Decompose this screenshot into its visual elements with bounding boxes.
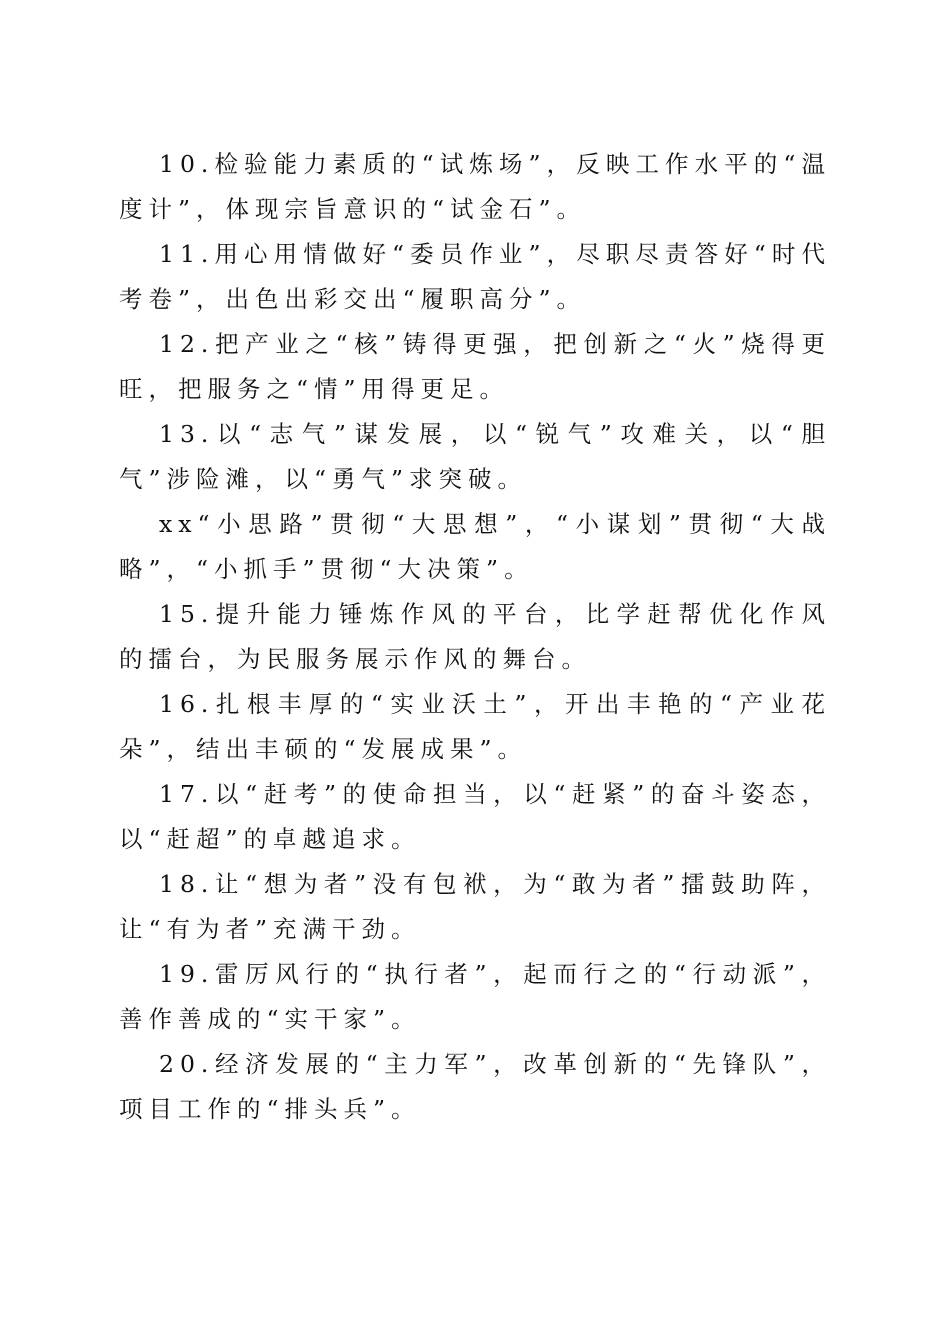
paragraph-17: 17.以“赶考”的使命担当，以“赶紧”的奋斗姿态，以“赶超”的卓越追求。 (119, 780, 831, 853)
paragraph-10: 10.检验能力素质的“试炼场”，反映工作水平的“温度计”，体现宗旨意识的“试金石”。 (119, 150, 831, 223)
paragraph-xx: xx“小思路”贯彻“大思想”，“小谋划”贯彻“大战略”，“小抓手”贯彻“大决策”。 (119, 510, 831, 583)
paragraph-12: 12.把产业之“核”铸得更强，把创新之“火”烧得更旺，把服务之“情”用得更足。 (119, 330, 831, 403)
document-body (119, 142, 831, 1132)
paragraph-11: 11.用心用情做好“委员作业”，尽职尽责答好“时代考卷”，出色出彩交出“履职高分”。 (119, 240, 831, 313)
paragraph-18: 18.让“想为者”没有包袱，为“敢为者”擂鼓助阵，让“有为者”充满干劲。 (119, 870, 831, 943)
paragraph-13: 13.以“志气”谋发展，以“锐气”攻难关，以“胆气”涉险滩，以“勇气”求突破。 (119, 420, 831, 493)
paragraph-15: 15.提升能力锤炼作风的平台，比学赶帮优化作风的擂台，为民服务展示作风的舞台。 (119, 600, 831, 673)
paragraph-16: 16.扎根丰厚的“实业沃土”，开出丰艳的“产业花朵”，结出丰硕的“发展成果”。 (119, 690, 831, 763)
paragraph-19: 19.雷厉风行的“执行者”，起而行之的“行动派”，善作善成的“实干家”。 (119, 960, 831, 1033)
paragraph-20: 20.经济发展的“主力军”，改革创新的“先锋队”，项目工作的“排头兵”。 (119, 1050, 831, 1123)
